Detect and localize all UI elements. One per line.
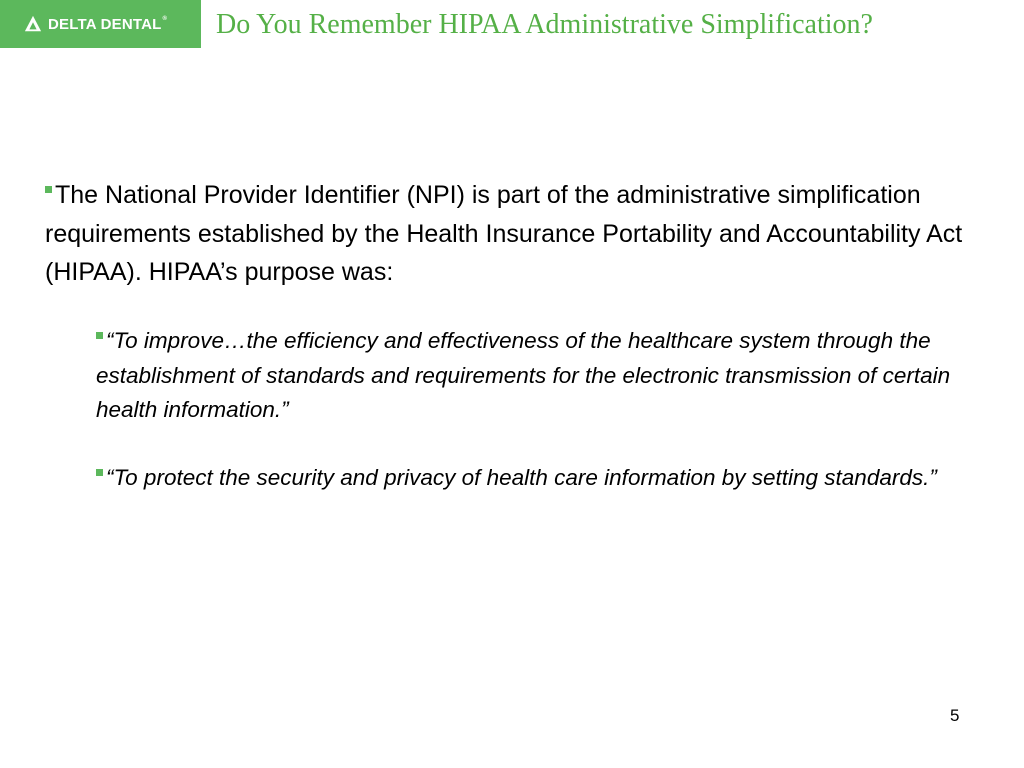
bullet-square-icon [96,332,103,339]
registered-mark: ® [162,15,168,22]
main-bullet-text: The National Provider Identifier (NPI) is part of the administrative simplification requirements established by the Health Insurance Portability and Accountability Act (HIPAA). HIPAA’s purpose was: [45,181,963,286]
logo-bar [0,0,201,48]
logo-text: DELTA DENTAL® [48,15,168,33]
main-bullet [45,176,980,292]
sub-bullet-text: “To improve…the efficiency and effectiveness of the healthcare system through the establishment of standards and requirements for the electronic transmission of certain health information.” [96,328,951,422]
bullet-square-icon [96,469,103,476]
page-number: 5 [950,706,960,725]
sub-bullet-text: “To protect the security and privacy of health care information by setting standards.” [106,465,937,490]
bullet-square-icon [45,186,52,193]
sub-bullet-2 [96,461,976,496]
delta-triangle-icon [24,15,42,33]
sub-bullet-1 [96,324,976,428]
slide-title: Do You Remember HIPAA Administrative Simplification? [216,9,873,40]
